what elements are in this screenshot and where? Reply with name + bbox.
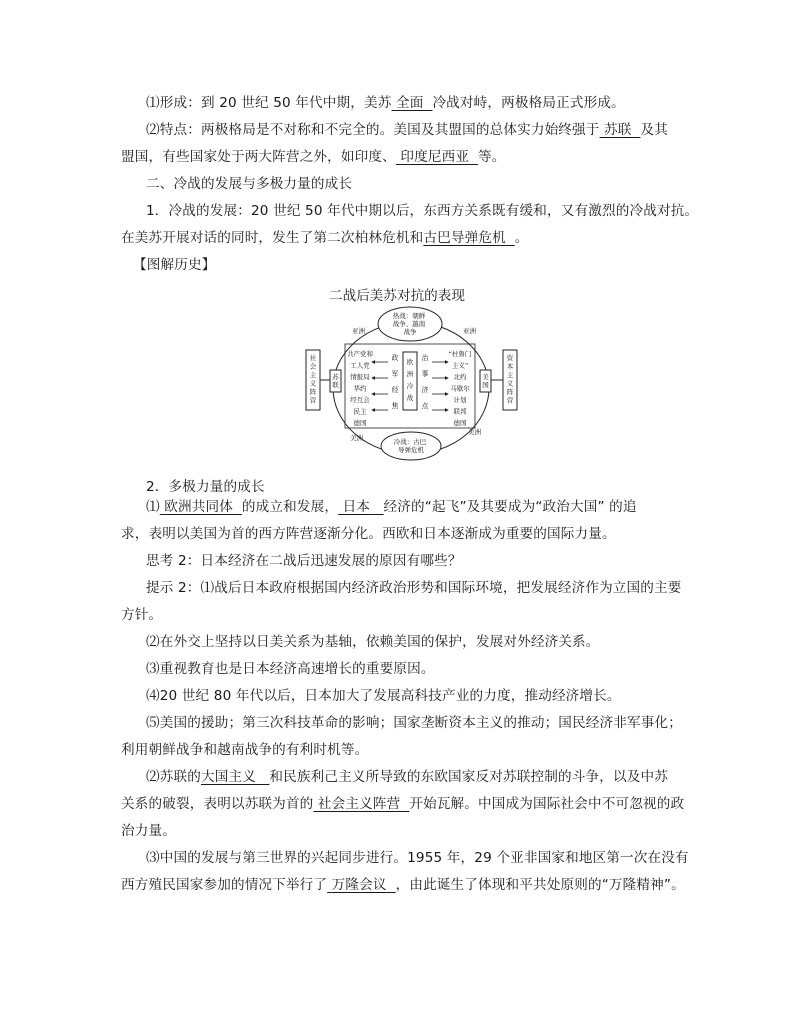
- socialist-camp-char: 阵: [309, 388, 317, 396]
- hot-war-line1: 热战：朝鲜: [392, 312, 426, 320]
- capitalist-list-item: 马歇尔: [450, 384, 470, 393]
- socialist-camp-label: [310, 353, 317, 405]
- china-paragraph-cont: 西方殖民国家参加的情况下举行了 万隆会议 ，由此诞生了体现和平共处原则的“万隆精神”。: [121, 877, 685, 893]
- answer-blank: 苏联: [604, 122, 632, 138]
- asia-right-label: 亚洲: [463, 327, 476, 335]
- america-left-label: 美洲: [350, 434, 363, 442]
- capitalist-camp-char: 主: [506, 371, 514, 379]
- capitalist-list-item: 主义”: [451, 361, 469, 370]
- hint-2-item2: ⑵在外交上坚持以日美关系为基轴，依赖美国的保护，发展对外经济关系。: [146, 634, 600, 650]
- capitalist-camp-char: 本: [506, 362, 514, 371]
- socialist-list: [347, 349, 374, 427]
- china-paragraph: ⑶中国的发展与第三世界的兴起同步进行。1955 年，29 个亚非国家和地区第一次在没有: [146, 850, 689, 866]
- mid-left-column: [392, 353, 399, 410]
- cold-war-diagram: [300, 306, 520, 466]
- soviet-paragraph: ⑵苏联的大国主义 和民族利己主义所导致的东欧国家反对苏联控制的斗争，以及中苏: [146, 769, 668, 785]
- multipolar-paragraph: ⑴ 欧洲共同体 的成立和发展， 日本 经济的“起飞”及其要成为“政治大国” 的追: [146, 499, 637, 515]
- cold-war-development: 1．冷战的发展：20 世纪 50 年代中期以后，东西方关系既有缓和，又有激烈的冷战对抗。: [146, 203, 699, 219]
- ussr-label: [332, 372, 339, 389]
- answer-blank: 万隆会议: [331, 877, 387, 893]
- europe-cold-war-char: 战: [406, 394, 414, 402]
- text: ⑴形成：到 20 世纪 50 年代中期，美苏: [146, 95, 392, 111]
- cold-war-line1: 冷战：古巴: [393, 438, 427, 446]
- question-2: 思考 2：日本经济在二战后迅速发展的原因有哪些？: [146, 553, 462, 569]
- answer-blank: 古巴导弹危机: [423, 230, 506, 246]
- usa-char: 美: [482, 373, 489, 381]
- capitalist-list-item: 北约: [453, 373, 467, 381]
- capitalist-camp-char: 阵: [506, 388, 514, 396]
- features-paragraph: ⑵特点：两极格局是不对称和不完全的。美国及其盟国的总体实力始终强于 苏联 及其: [146, 122, 668, 138]
- usa-char: 国: [482, 381, 489, 389]
- formation-paragraph: [146, 94, 625, 112]
- socialist-camp-char: 社: [309, 354, 317, 362]
- subsection-heading: 2．多极力量的成长: [146, 479, 265, 495]
- mid-right-word: 点: [421, 402, 429, 410]
- hint-2-item5: ⑸美国的援助；第三次科技革命的影响；国家垄断资本主义的推动；国民经济非军事化；: [146, 715, 683, 731]
- capitalist-list-item: “杜鲁门: [448, 350, 472, 358]
- answer-blank: 日本: [342, 499, 371, 515]
- socialist-list-item: 经互会: [350, 396, 370, 404]
- capitalist-list: [449, 349, 472, 427]
- mid-left-word: 政: [391, 354, 399, 362]
- soviet-paragraph-end: 治力量。: [121, 823, 176, 839]
- usa-label: [482, 372, 489, 389]
- mid-right-word: 事: [421, 370, 429, 378]
- hint-2: 提示 2：⑴战后日本政府根据国内经济政治形势和国际环境，把发展经济作为立国的主要: [146, 580, 682, 596]
- multipolar-paragraph-cont: 求，表明以美国为首的西方阵营逐渐分化。西欧和日本逐渐成为重要的国际力量。: [121, 526, 616, 542]
- capitalist-camp-char: 营: [506, 396, 514, 405]
- answer-blank: 社会主义阵营: [317, 796, 401, 812]
- mid-right-word: 济: [421, 386, 429, 394]
- svg-text:冷战：古巴 导弹危机: [394, 437, 429, 454]
- socialist-list-item: 工人党: [350, 361, 370, 370]
- ussr-char: 苏: [332, 373, 339, 381]
- mid-right-column: [422, 353, 429, 410]
- ussr-char: 联: [332, 381, 339, 389]
- capitalist-camp-char: 义: [506, 379, 514, 388]
- capitalist-camp-label: [507, 353, 514, 405]
- section-heading: 二、冷战的发展与多极力量的成长: [146, 176, 353, 192]
- hint-2-item4: ⑷20 世纪 80 年代以后，日本加大了发展高科技产业的力度，推动经济增长。: [146, 688, 621, 704]
- hint-2-item5-cont: 利用朝鲜战争和越南战争的有利时机等。: [121, 742, 369, 758]
- cold-war-line2: 导弹危机: [398, 446, 424, 454]
- capitalist-camp-char: 资: [506, 354, 514, 362]
- answer-blank: 大国主义: [200, 769, 256, 785]
- capitalist-list-item: 计划: [453, 396, 467, 404]
- europe-cold-war-char: 欧: [406, 358, 414, 366]
- cold-war-development-cont: 在美苏开展对话的同时，发生了第二次柏林危机和古巴导弹危机 。: [121, 230, 529, 246]
- socialist-list-item: 情报局: [350, 373, 370, 381]
- socialist-list-item: 民主: [353, 407, 367, 416]
- hint-2-item3: ⑶重视教育也是日本经济高速增长的重要原因。: [146, 661, 435, 677]
- hint-2-cont: 方针。: [121, 607, 163, 623]
- europe-cold-war-char: 洲: [406, 370, 414, 378]
- socialist-camp-char: 主: [309, 371, 317, 379]
- socialist-camp-char: 义: [309, 379, 317, 388]
- capitalist-list-item: 联邦: [453, 407, 467, 416]
- europe-cold-war-char: 冷: [406, 382, 414, 390]
- socialist-list-item: 共产党和: [347, 350, 373, 358]
- mid-left-word: 经: [391, 386, 399, 394]
- hot-war-line3: 战争: [403, 328, 417, 336]
- america-right-label: 美洲: [468, 428, 481, 436]
- answer-blank: 印度尼西亚: [400, 149, 470, 165]
- socialist-list-item: 华约: [353, 384, 367, 393]
- answer-blank: 欧洲共同体: [164, 499, 233, 515]
- socialist-camp-char: 会: [309, 362, 317, 371]
- asia-left-label: 亚洲: [352, 327, 365, 335]
- illustrated-history-label: 【图解历史】: [133, 257, 216, 273]
- mid-left-word: 军: [391, 370, 399, 378]
- hot-war-line2: 战争、越南: [392, 320, 426, 328]
- capitalist-list-item: 德国: [453, 419, 467, 427]
- diagram-title: 二战后美苏对抗的表现: [329, 288, 465, 304]
- answer-blank: 全面: [395, 95, 424, 111]
- mid-left-word: 焦: [391, 402, 399, 410]
- mid-right-word: 治: [421, 354, 429, 362]
- features-paragraph-cont: 盟国，有些国家处于两大阵营之外，如印度、 印度尼西亚 等。: [121, 149, 506, 165]
- text: 冷战对峙，两极格局正式形成。: [432, 95, 625, 111]
- socialist-camp-char: 营: [309, 396, 317, 405]
- soviet-paragraph-cont: 关系的破裂，表明以苏联为首的 社会主义阵营 开始瓦解。中国成为国际社会中不可忽视的政: [121, 796, 685, 812]
- socialist-list-item: 德国: [353, 419, 367, 427]
